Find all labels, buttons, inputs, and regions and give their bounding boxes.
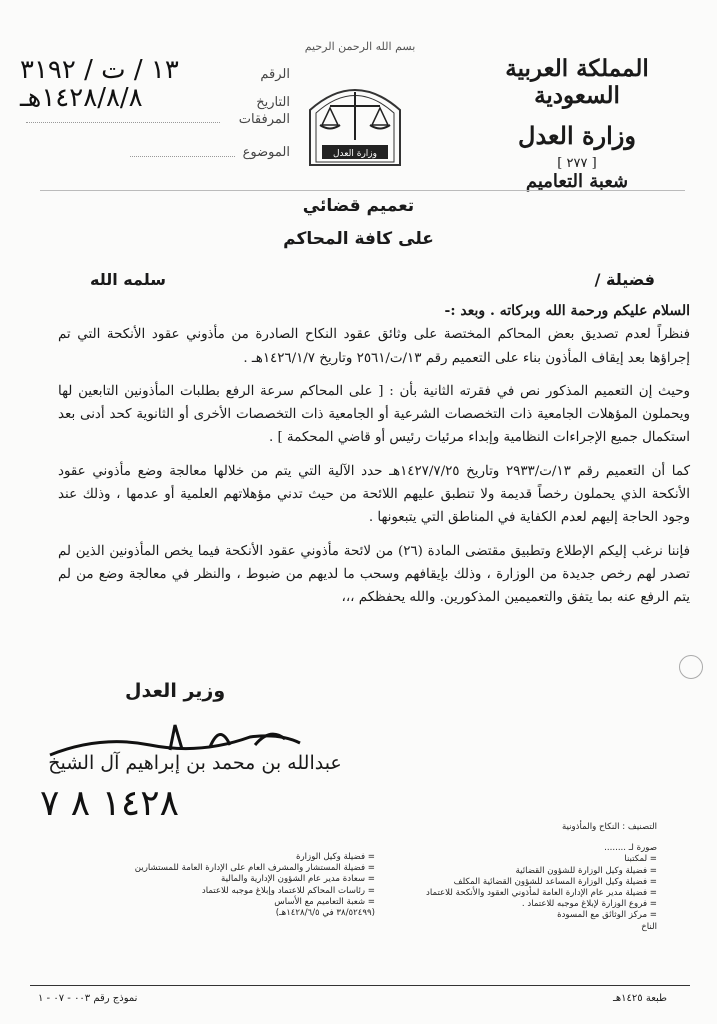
copy-item: = سعادة مدير عام الشؤون الإدارية والمالية <box>221 874 375 885</box>
emblem-caption: وزارة العدل <box>333 149 377 159</box>
copy-item: = رئاسات المحاكم للاعتماد وإبلاغ موجبه للاعتماد <box>201 885 375 896</box>
paragraph-3: كما أن التعميم رقم ١٣/ت/٢٩٣٣ وتاريخ ١٤٢٧/٧/٢٥هـ حدد الآلية التي يتم من خلالها معالجة وضع مأذوني عقود الأنكحة الذي يحملون رخصاً قديمة ولا تنطبق عليهم اللائحة من حيث تدني مؤهلاتهم العلمية أو عدمها ، وذلك عند وجود الحاجة إليهم لعدم الكفاية في المناطق التي يتبعونها . <box>58 463 690 526</box>
circular-title: تعميم قضائي <box>302 196 415 216</box>
classification-label: التصنيف : النكاح والمأذونية <box>561 822 657 832</box>
classification-item: = فروع الوزارة لإبلاغ موجبه للاعتماد . <box>521 899 657 910</box>
copy-item: = فضيلة المستشار والمشرف العام على الإدارة العامة للمستشارين <box>134 863 375 874</box>
attachments-label: المرفقات <box>238 112 290 127</box>
attachments-dots <box>26 111 220 123</box>
handwritten-date: ١٤٢٨ ٨ ٧ <box>40 783 179 824</box>
classification-item: = فضيلة وكيل الوزارة المساعد للشؤون القضائية المكلف <box>453 876 657 887</box>
classification-item: = فضيلة وكيل الوزارة للشؤون القضائية <box>515 865 657 876</box>
circular-recipients: على كافة المحاكم <box>283 229 434 249</box>
branch-name: شعبة التعاميم <box>525 171 629 192</box>
copy-item: (٣٨/٥٢٤٩٩ في ١٤٢٨/٦/٥هـ) <box>275 908 375 919</box>
copy-item: = فضيلة وكيل الوزارة <box>296 852 375 862</box>
subject-dots <box>130 145 235 157</box>
minister-title: وزير العدل <box>125 680 226 702</box>
copies-block <box>115 852 375 919</box>
classification-item: = فضيلة مدير عام الإدارة العامة لمأذوني العقود والأنكحة للاعتماد <box>426 888 657 899</box>
minister-name: عبدالله بن محمد بن إبراهيم آل الشيخ <box>48 752 342 774</box>
paragraph-1: فنظراً لعدم تصديق بعض المحاكم المختصة على وثائق عقود النكاح الصادرة من مأذوني عقود الأنكحة التي تم إجراؤها بعد إيقاف المأذون بناء على التعميم رقم ١٣/ت/٢٥٦١ وتاريخ ١٤٢٦/١/٧هـ . <box>58 327 690 366</box>
branch-code: [ ٢٧٧ ] <box>557 156 597 171</box>
edition: طبعة ١٤٢٥هـ <box>612 993 667 1004</box>
subject-label: الموضوع <box>242 145 290 160</box>
punch-hole <box>679 655 703 679</box>
ministry-name: وزارة العدل <box>518 121 636 150</box>
classification-item: = لمكتبنا <box>624 854 657 865</box>
copy-item: = شعبة التعاميم مع الأساس <box>274 896 375 907</box>
form-number: نموذج رقم ٠٠٣ - ٠٧ - ١ <box>38 993 138 1004</box>
greeting: السلام عليكم ورحمة الله وبركاته . وبعد :- <box>444 303 690 319</box>
number-value: ١٣ / ت / ٣١٩٢ <box>20 55 179 85</box>
salutation-blessing: سلمه الله <box>90 270 166 289</box>
salutation-address: فضيلة / <box>594 270 655 289</box>
letterhead-ministry <box>477 55 677 192</box>
kingdom-name: المملكة العربية السعودية <box>505 55 649 109</box>
letter-body <box>58 300 690 610</box>
reference-number-row <box>20 55 290 83</box>
paragraph-4: فإننا نرغب إليكم الإطلاع وتطبيق مقتضى المادة (٢٦) من لائحة مأذوني عقود الأنكحة فيما يخص المأذونين الذين لم تصدر لهم رخص جديدة من الوزارة ، وذلك بإيقافهم وسحب ما لديهم من ضبوط ، والنظر في معالجة وضع من لم يتم الرفع عنه بما يتفق والتعميمين المذكورين. والله يحفظكم ،،، <box>58 543 690 606</box>
reference-attachments-row <box>20 111 290 139</box>
classification-block <box>327 822 657 933</box>
classification-item: = مركز الوثائق مع المسودة <box>557 910 657 921</box>
footer-divider <box>30 985 690 986</box>
number-label: الرقم <box>260 67 290 82</box>
date-label: التاريخ <box>256 95 290 110</box>
date-value: ١٤٢٨/٨/٨هـ <box>20 83 143 113</box>
reference-date-row <box>20 83 290 111</box>
paragraph-2: وحيث إن التعميم المذكور نص في فقرته الثانية بأن : [ على المحاكم سرعة الرفع بطلبات المأذونين التابعين لها ويحملون المؤهلات الجامعية ذات التخصصات الشرعية أو الجامعية ذات التخصصات الأخرى أو الثانوية كحد أدنى بعد استكمال جميع الإجراءات النظامية وإبداء مرئيات رئيس أو قاضي المحكمة ] . <box>58 383 690 446</box>
basmala: بسم الله الرحمن الرحيم <box>304 40 416 53</box>
header-divider <box>40 190 685 191</box>
classification-item: الناخ <box>641 921 657 932</box>
reference-block <box>20 55 290 139</box>
copies-label: صورة لـ ........ <box>604 843 657 854</box>
subject-row <box>130 145 290 160</box>
ministry-emblem-icon <box>300 70 410 170</box>
